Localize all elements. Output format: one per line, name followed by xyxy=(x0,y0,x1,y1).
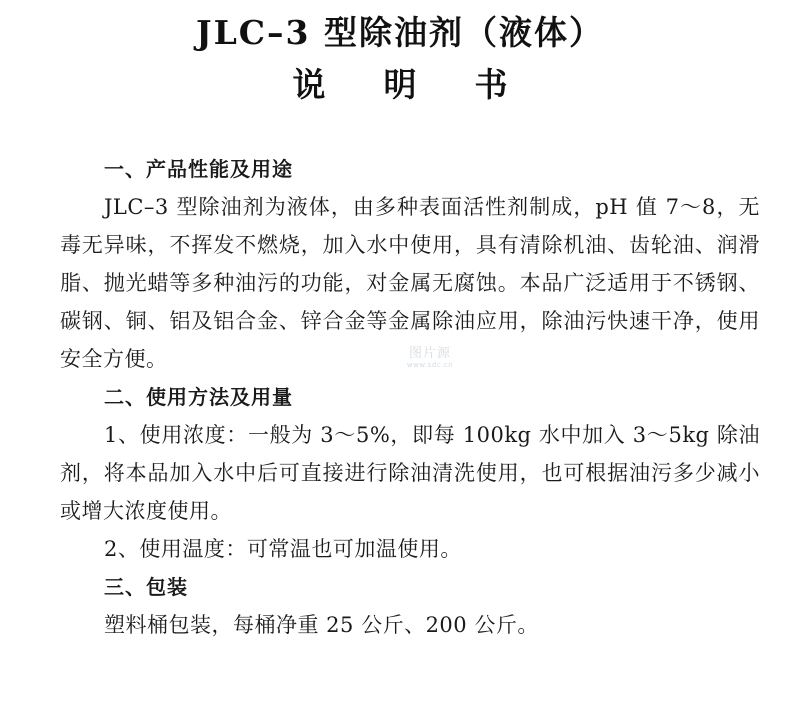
section-paragraph: 塑料桶包装，每桶净重 25 公斤、200 公斤。 xyxy=(104,613,539,637)
watermark xyxy=(400,342,460,369)
document-title: JLC–3 型除油剂（液体） xyxy=(195,13,605,52)
section-heading: 二、使用方法及用量 xyxy=(104,385,293,409)
section-paragraph: JLC–3 型除油剂为液体，由多种表面活性剂制成，pH 值 7～8，无毒无异味，不挥发不燃烧，加入水中使用，具有清除机油、齿轮油、润滑脂、抛光蜡等多种油污的功能，对金属无腐蚀。本品广泛适用于不锈钢、碳钢、铜、铝及铝合金、锌合金等金属除油应用，除油污快速干净，使用安全方便。 xyxy=(60,195,760,371)
document-body xyxy=(60,150,760,644)
section-paragraph: 2、使用温度：可常温也可加温使用。 xyxy=(104,537,462,561)
section-heading: 一、产品性能及用途 xyxy=(104,157,293,181)
section-packaging xyxy=(60,568,760,644)
watermark-url-text: www.sdc.cn xyxy=(406,361,454,369)
document-subtitle: 说明书 xyxy=(292,65,566,104)
section-usage-and-dosage xyxy=(60,378,760,568)
watermark-logo-text: 图片源 xyxy=(408,346,451,361)
section-paragraph: 1、使用浓度：一般为 3～5%，即每 100kg 水中加入 3～5kg 除油剂，将本品加入水中后可直接进行除油清洗使用，也可根据油污多少减小或增大浓度使用。 xyxy=(60,423,760,523)
section-heading: 三、包装 xyxy=(104,575,188,599)
